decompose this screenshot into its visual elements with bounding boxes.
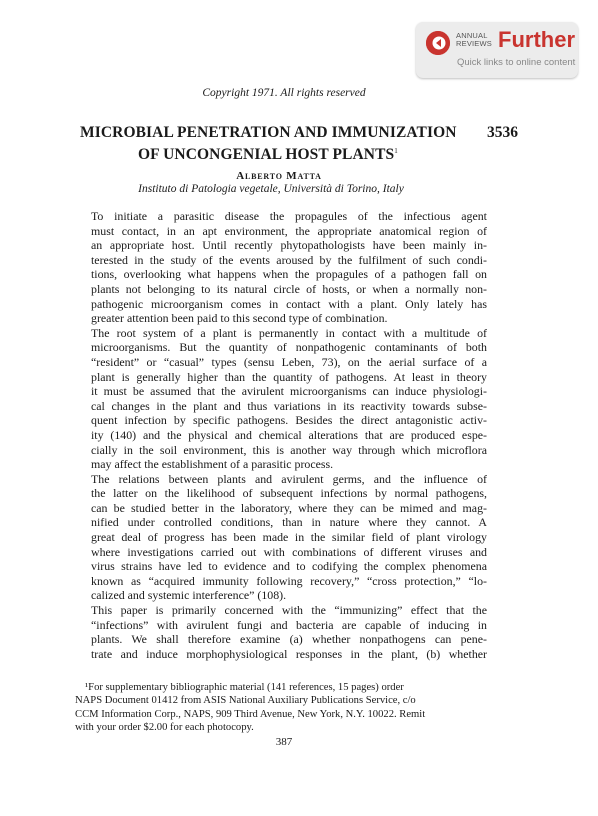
body-line: plant is generally higher than the quantity of pathogens. At least in theory xyxy=(91,369,487,384)
footnote-line: with your order $2.00 for each photocopy. xyxy=(75,722,254,734)
body-line: virus strains have led to evidence and to codifying the complex phenomena xyxy=(91,559,487,574)
body-line: tions, overlooking what happens when the propagules of a pathogen fall on xyxy=(91,267,487,282)
copyright-notice: Copyright 1971. All rights reserved xyxy=(202,87,366,99)
body-line: plants not belonging to its natural circle of hosts, or when a normally non- xyxy=(91,281,487,296)
body-paragraph xyxy=(75,209,487,326)
page-number: 387 xyxy=(275,736,293,748)
body-paragraph xyxy=(75,472,487,603)
title-footnote-mark[interactable]: 1 xyxy=(394,147,398,155)
body-line: quent infection by specific pathogens. Besides the direct antagonistic activ- xyxy=(91,413,487,428)
body-line: must contact, in an apt environment, the appropriate anatomical region of xyxy=(91,223,487,238)
title-line-1: MICROBIAL PENETRATION AND IMMUNIZATION xyxy=(80,124,457,141)
body-line: may affect the establishment of a parasitic process. xyxy=(91,457,334,472)
body-line: This paper is primarily concerned with the “immunizing” effect that the xyxy=(91,603,487,618)
annual-reviews-logo-icon xyxy=(426,31,450,55)
body-line: The relations between plants and avirulent germs, and the influence of xyxy=(91,471,487,486)
footnote xyxy=(75,681,487,735)
body-line: To initiate a parasitic disease the propagules of the infectious agent xyxy=(91,209,487,223)
body-line: the latter on the likelihood of subsequent infections by normal pathogens, xyxy=(91,486,487,501)
author-affiliation: Instituto di Patologia vegetale, Università di Torino, Italy xyxy=(138,183,404,195)
body-line: an appropriate host. Until recently phytopathologists have been mainly in- xyxy=(91,238,487,253)
body-line: The root system of a plant is permanently in contact with a multitude of xyxy=(91,325,487,340)
footnote-line: ¹For supplementary bibliographic material (141 references, 15 pages) order xyxy=(85,682,404,693)
further-badge[interactable] xyxy=(416,22,578,78)
body-line: greater attention been paid to this second type of combination. xyxy=(91,311,388,326)
body-line: microorganisms. But the quantity of nonpathogenic contaminants of both xyxy=(91,340,487,355)
article-id: 3536 xyxy=(487,124,518,141)
body-line: where investigations carried out with combinations of different viruses and xyxy=(91,544,487,559)
body-line: cially in the soil environment, this is another way through which microflora xyxy=(91,442,487,457)
body-line: “infections” with avirulent fungi and bacteria are capable of inducing in xyxy=(91,617,487,632)
author-name: Alberto Matta xyxy=(236,170,322,182)
badge-further-label[interactable]: Further xyxy=(498,27,575,52)
body-line: great deal of progress has been made in the similar field of plant virology xyxy=(91,530,487,545)
body-line: it must be assumed that the avirulent microorganisms can induce physiologi- xyxy=(91,384,487,399)
badge-publisher-name xyxy=(456,32,492,48)
body-line: can be studied better in the laboratory, where they can be mimed and mag- xyxy=(91,500,487,515)
body-line: terested in the study of the events aroused by the fulfilment of such condi- xyxy=(91,252,487,267)
body-line: “resident” or “casual” types (sensu Leben, 73), on the aerial surface of a xyxy=(91,354,487,369)
body-line: pathogenic microorganism comes in contact with a plant. Only lately has xyxy=(91,296,487,311)
body-paragraph xyxy=(75,603,487,661)
article-body xyxy=(75,209,487,661)
body-line: trate and induce morphophysiological responses in the plant, (b) whether xyxy=(91,646,487,661)
body-line: known as “acquired immunity following recovery,” “cross protection,” “lo- xyxy=(91,573,487,588)
body-paragraph xyxy=(75,326,487,472)
badge-reviews-text: REVIEWS xyxy=(456,39,492,48)
body-line: cal changes in the plant and thus variations in its reactivity towards subse- xyxy=(91,398,487,413)
body-line: ity (140) and the physical and chemical alterations that are produced espe- xyxy=(91,427,487,442)
body-line: nified under controlled conditions, than in nature where they cannot. A xyxy=(91,515,487,530)
badge-annual-text: ANNUAL xyxy=(456,31,488,40)
body-line: calized and systemic interference” (108). xyxy=(91,588,287,603)
body-line: plants. We shall therefore examine (a) whether nonpathogens can pene- xyxy=(91,632,487,647)
footnote-line: NAPS Document 01412 from ASIS National Auxiliary Publications Service, c/o xyxy=(75,695,416,707)
badge-subtitle[interactable]: Quick links to online content xyxy=(457,57,576,68)
footnote-line: CCM Information Corp., NAPS, 909 Third Avenue, New York, N.Y. 10022. Remit xyxy=(75,708,426,720)
article-title xyxy=(80,124,480,164)
title-line-2 xyxy=(80,142,480,164)
title-line-2-text: OF UNCONGENIAL HOST PLANTS xyxy=(138,146,395,164)
